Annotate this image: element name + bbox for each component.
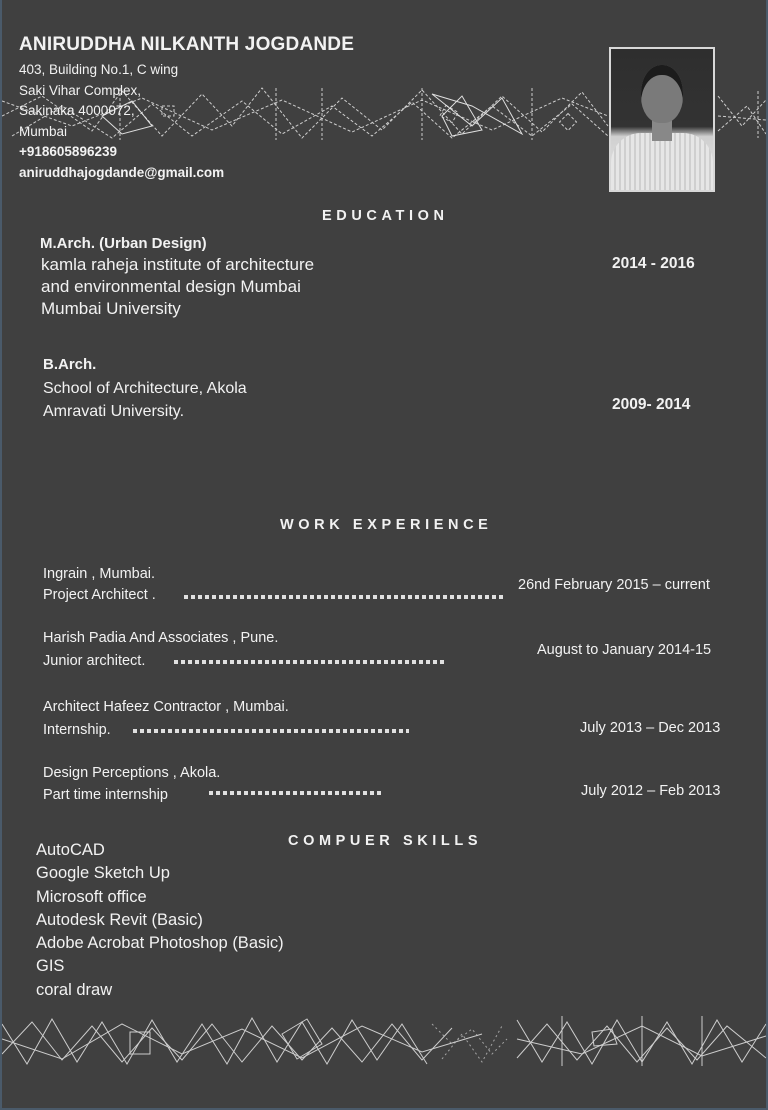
work-company: Ingrain , Mumbai. bbox=[43, 566, 156, 582]
work-role: Project Architect . bbox=[43, 587, 156, 603]
profile-photo bbox=[609, 47, 715, 192]
education-years: 2014 - 2016 bbox=[612, 255, 695, 272]
skill-item: AutoCAD bbox=[36, 841, 105, 859]
education-institution-line: kamla raheja institute of architecture bbox=[41, 255, 315, 274]
education-institution-line: and environmental design Mumbai bbox=[41, 277, 301, 296]
education-years: 2009- 2014 bbox=[612, 396, 691, 413]
address-line: Mumbai bbox=[19, 123, 68, 139]
photo-head bbox=[641, 65, 683, 123]
skills-list bbox=[36, 839, 284, 1002]
education-institution-line: Mumbai University bbox=[41, 299, 181, 318]
line-network-icon bbox=[2, 1014, 766, 1068]
education-institution-line: School of Architecture, Akola bbox=[43, 380, 247, 397]
work-company: Design Perceptions , Akola. bbox=[43, 765, 221, 781]
education-heading: EDUCATION bbox=[322, 208, 449, 224]
skill-item: GIS bbox=[36, 957, 65, 976]
address-line: Sakinaka 4000072, bbox=[19, 103, 135, 118]
work-dates: 26nd February 2015 – current bbox=[518, 577, 710, 593]
address-line: 403, Building No.1, C wing bbox=[19, 62, 179, 77]
photo-shirt bbox=[611, 133, 713, 192]
email-address: aniruddhajogdande@gmail.com bbox=[19, 164, 225, 180]
computer-skills-heading: COMPUER SKILLS bbox=[288, 833, 483, 849]
work-dates: July 2012 – Feb 2013 bbox=[581, 783, 721, 799]
education-degree: B.Arch. bbox=[43, 356, 97, 373]
dotted-leader bbox=[174, 660, 447, 664]
skill-item: coral draw bbox=[36, 980, 113, 999]
work-role: Junior architect. bbox=[43, 653, 146, 669]
dotted-leader bbox=[184, 595, 504, 599]
skill-item: Google Sketch Up bbox=[36, 864, 170, 883]
work-company: Harish Padia And Associates , Pune. bbox=[43, 630, 279, 646]
phone-number: +918605896239 bbox=[19, 144, 117, 159]
work-role: Part time internship bbox=[43, 787, 168, 803]
resume-page bbox=[2, 0, 766, 1108]
footer-geometric-band bbox=[2, 1014, 766, 1068]
education-institution-line: Amravati University. bbox=[43, 403, 185, 420]
education-degree: M.Arch. (Urban Design) bbox=[40, 235, 207, 252]
dotted-leader bbox=[133, 729, 409, 733]
work-dates: July 2013 – Dec 2013 bbox=[580, 720, 721, 736]
skill-item: Adobe Acrobat Photoshop (Basic) bbox=[36, 934, 284, 953]
work-experience-heading: WORK EXPERIENCE bbox=[280, 517, 493, 533]
skill-item: Microsoft office bbox=[36, 887, 147, 906]
address-line: Saki Vihar Complex, bbox=[19, 82, 142, 98]
dotted-leader bbox=[209, 791, 383, 795]
work-dates: August to January 2014-15 bbox=[537, 642, 712, 658]
skill-item: Autodesk Revit (Basic) bbox=[36, 910, 203, 929]
candidate-name: ANIRUDDHA NILKANTH JOGDANDE bbox=[19, 34, 355, 55]
contact-block bbox=[19, 60, 224, 183]
work-role: Internship. bbox=[43, 722, 111, 738]
work-company: Architect Hafeez Contractor , Mumbai. bbox=[43, 699, 289, 715]
